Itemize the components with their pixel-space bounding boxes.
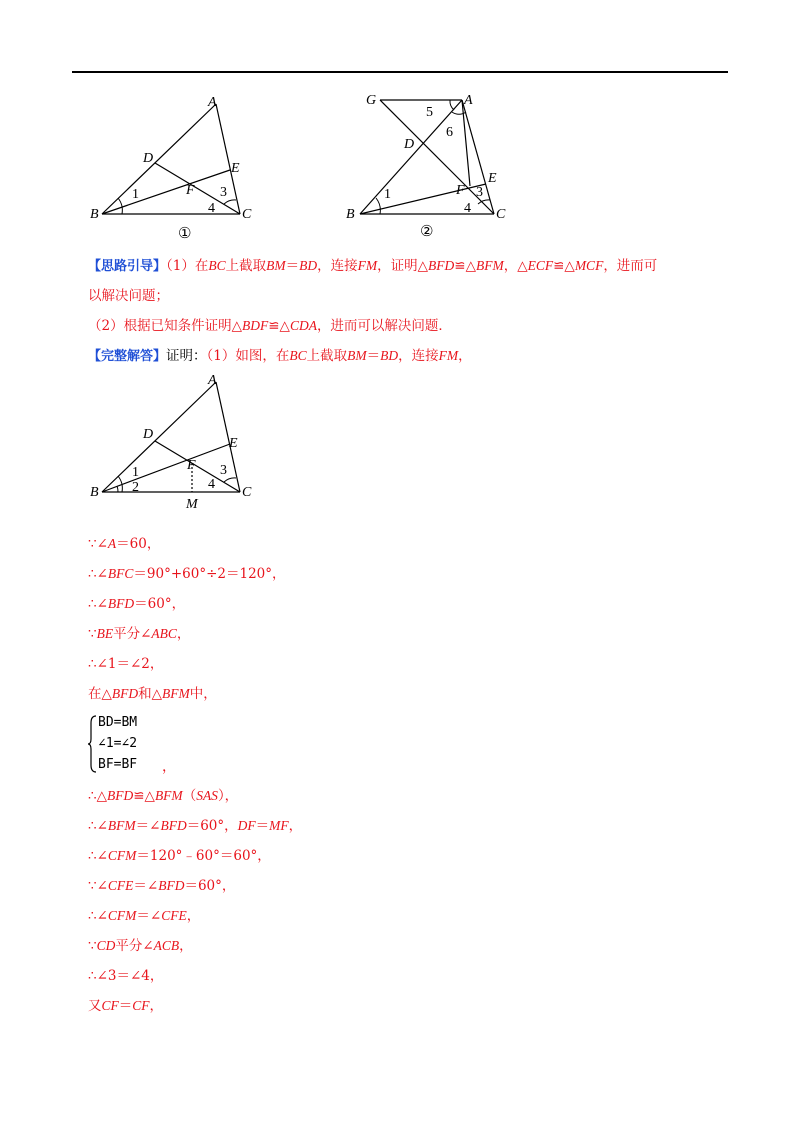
fig2-label-b: B <box>346 207 355 222</box>
step-10: ∵∠CFE＝∠BFD＝60°， <box>88 878 236 894</box>
figure-2 <box>342 90 522 224</box>
step-5: ∴∠1＝∠2， <box>88 656 164 672</box>
fig1-label-e: E <box>231 161 240 176</box>
fig2-label-e: E <box>488 171 497 186</box>
fig3-angle-2: 2 <box>132 480 139 495</box>
fig2-label-c: C <box>496 207 506 222</box>
step-12: ∵CD平分∠ACB， <box>88 938 193 954</box>
figure-1 <box>88 92 258 222</box>
fig3-label-a: A <box>208 373 217 388</box>
fig2-label-g: G <box>366 93 377 108</box>
step-11: ∴∠CFM＝∠CFE， <box>88 908 201 924</box>
fig2-angle-1: 1 <box>384 187 391 202</box>
fig2-label-d: D <box>404 137 415 152</box>
figure-1-diagram <box>88 92 258 222</box>
equation-system <box>88 715 178 775</box>
fig3-label-m: M <box>186 497 198 512</box>
fig2-angle-4: 4 <box>464 201 471 216</box>
figure-2-caption: ② <box>420 222 434 240</box>
step-6: 在△BFD和△BFM中， <box>88 686 217 702</box>
equation-1: BD=BM <box>98 715 138 730</box>
fig3-label-c: C <box>242 485 252 500</box>
system-comma: ， <box>162 759 176 775</box>
hint-line-2: 以解决问题； <box>88 288 169 304</box>
left-brace-icon <box>88 715 98 773</box>
figure-3 <box>88 370 258 512</box>
fig3-label-e: E <box>229 436 238 451</box>
fig3-angle-3: 3 <box>220 463 227 478</box>
fig3-label-f: F <box>187 458 196 473</box>
hint-tag: 【思路引导】 <box>88 259 167 274</box>
step-3: ∴∠BFD＝60°， <box>88 596 186 612</box>
step-1: ∵∠A＝60， <box>88 536 161 552</box>
hint-line-3: （2）根据已知条件证明△BDF≌△CDA，进而可以解决问题． <box>88 318 452 334</box>
fig1-angle-3: 3 <box>220 185 227 200</box>
fig3-label-b: B <box>90 485 99 500</box>
fig2-angle-6: 6 <box>446 125 453 140</box>
step-14: 又CF＝CF， <box>88 998 164 1014</box>
fig2-label-a: A <box>464 93 473 108</box>
answer-tag: 【完整解答】 <box>88 349 167 364</box>
equation-3: BF=BF <box>98 757 138 772</box>
answer-line: 【完整解答】证明：（1）如图，在BC上截取BM＝BD，连接FM， <box>88 348 472 364</box>
fig1-label-b: B <box>90 207 99 222</box>
figure-2-diagram <box>342 90 522 224</box>
step-2: ∴∠BFC＝90°+60°÷2＝120°， <box>88 566 286 582</box>
header-rule <box>72 71 728 73</box>
step-13: ∴∠3＝∠4， <box>88 968 164 984</box>
fig1-label-d: D <box>143 151 154 166</box>
figure-3-diagram <box>88 370 258 512</box>
step-4: ∵BE平分∠ABC， <box>88 626 191 642</box>
fig3-label-d: D <box>143 427 154 442</box>
fig1-label-c: C <box>242 207 252 222</box>
fig2-label-f: F <box>456 183 465 198</box>
hint-line-1: 【思路引导】（1）在BC上截取BM＝BD，连接FM，证明△BFD≌△BFM，△ECF≌△MCF，进而可 <box>88 258 658 274</box>
step-9: ∴∠CFM＝120°﹣60°＝60°， <box>88 848 271 864</box>
step-8: ∴∠BFM＝∠BFD＝60°，DF＝MF， <box>88 818 303 834</box>
step-7: ∴△BFD≌△BFM（SAS）， <box>88 788 239 804</box>
fig1-label-a: A <box>208 95 217 110</box>
fig3-angle-4: 4 <box>208 477 215 492</box>
fig3-angle-1: 1 <box>132 465 139 480</box>
figure-1-caption: ① <box>178 224 192 242</box>
fig1-label-f: F <box>186 183 195 198</box>
fig1-angle-4: 4 <box>208 201 215 216</box>
equation-2: ∠1=∠2 <box>98 736 138 751</box>
fig2-angle-5: 5 <box>426 105 433 120</box>
fig1-angle-1: 1 <box>132 187 139 202</box>
fig2-angle-3: 3 <box>476 185 483 200</box>
